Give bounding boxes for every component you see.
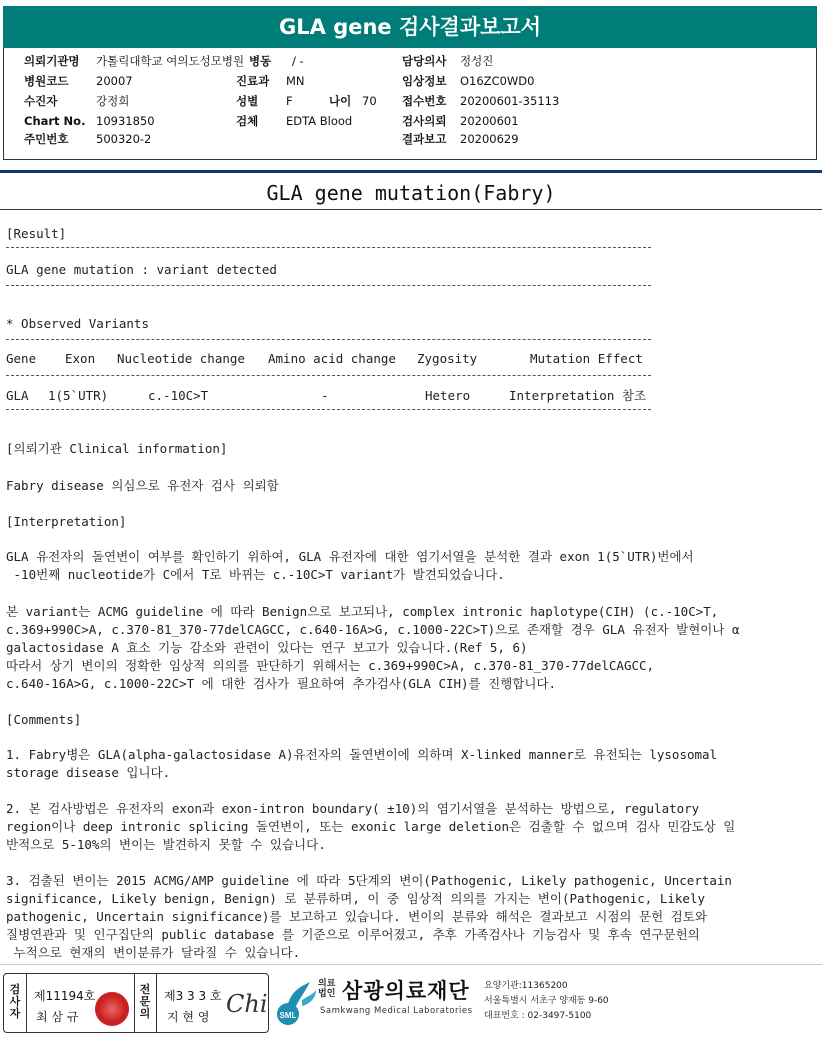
age-label: 나이	[329, 94, 352, 108]
specialist-label: 전문의	[139, 983, 151, 1020]
footer-divider	[0, 964, 822, 965]
table-cell-exon: 1(5`UTR)	[48, 388, 109, 403]
table-cell-amino-acid: -	[321, 388, 329, 403]
specialist-license: 제3 3 3 호	[164, 989, 222, 1003]
id-label: 주민번호	[24, 132, 69, 146]
clinical-text: Fabry disease 의심으로 유전자 검사 의뢰함	[6, 478, 279, 493]
doctor-value: 정성진	[460, 54, 494, 68]
sml-logo-icon	[272, 978, 318, 1026]
specialist-name: 지 현 영	[167, 1010, 210, 1024]
clinical-value: O16ZC0WD0	[460, 74, 535, 88]
doctor-label: 담당의사	[402, 54, 447, 68]
examiner-name: 최 삼 규	[36, 1010, 79, 1024]
sex-value: F	[286, 94, 293, 108]
comment-2: 2. 본 검사방법은 유전자의 exon과 exon-intron boundary( ±10)의 염기서열을 분석하는 방법으로, regulatory region이나 deep intronic splicing 돌연변이, 또는 exonic large deletion은 검출할 수 없으며 검사 민감도상 일 반적으로 5-10%의 변이는 발견하지 못할 수 있습니다.	[6, 801, 736, 852]
patient-info-header	[3, 48, 817, 160]
interpretation-paragraph-1: GLA 유전자의 돌연변이 여부를 확인하기 위하여, GLA 유전자에 대한 염기서열을 분석한 결과 exon 1(5`UTR)번에서 -10번째 nucleotide가 C에서 T로 바뀌는 c.-10C>T variant가 발견되었습니다.	[6, 549, 694, 582]
report-value: 20200629	[460, 132, 519, 146]
table-header-gene: Gene	[6, 351, 37, 366]
hospital-label: 의뢰기관명	[24, 54, 80, 68]
table-header-zygosity: Zygosity	[417, 351, 478, 366]
dash-rule	[6, 375, 651, 376]
report-title: GLA gene 검사결과보고서	[3, 6, 817, 48]
table-cell-nucleotide: c.-10C>T	[148, 388, 209, 403]
table-header-exon: Exon	[65, 351, 96, 366]
dept-value: MN	[286, 74, 305, 88]
code-label: 병원코드	[24, 74, 69, 88]
result-heading: [Result]	[6, 226, 67, 241]
signature-icon: Chi	[226, 990, 268, 1018]
section-divider	[0, 170, 822, 173]
patient-label: 수진자	[24, 94, 58, 108]
divider	[156, 974, 157, 1032]
comments-heading: [Comments]	[6, 712, 82, 727]
org-info	[484, 979, 609, 1024]
table-cell-gene: GLA	[6, 388, 29, 403]
receipt-value: 20200601-35113	[460, 94, 560, 108]
org-prefix: 의료 법인	[318, 979, 336, 999]
specimen-label: 검체	[236, 114, 259, 128]
table-header-nucleotide: Nucleotide change	[117, 351, 245, 366]
code-value: 20007	[96, 74, 133, 88]
ward-value: / -	[292, 54, 304, 68]
divider	[26, 974, 27, 1032]
official-seal-icon	[95, 992, 129, 1026]
table-header-effect: Mutation Effect	[530, 351, 643, 366]
org-name: 삼광의료재단	[342, 979, 470, 1003]
dash-rule	[6, 285, 651, 286]
examiner-label: 검사자	[9, 983, 21, 1020]
sex-label: 성별	[236, 94, 259, 108]
clinical-heading: [의뢰기관 Clinical information]	[6, 441, 228, 456]
signature-box	[3, 973, 269, 1033]
request-label: 검사의뢰	[402, 114, 447, 128]
org-address: 서울특별시 서초구 양재동 9-60	[484, 996, 609, 1006]
org-phone: 대표번호 : 02-3497-5100	[484, 1011, 592, 1021]
hospital-value: 가톨릭대학교 여의도성모병원	[96, 54, 245, 68]
logo-text: SML	[279, 1011, 297, 1020]
ward-label: 병동	[249, 54, 272, 68]
table-cell-effect: Interpretation 참조	[509, 388, 647, 403]
interpretation-heading: [Interpretation]	[6, 514, 127, 529]
divider	[134, 974, 135, 1032]
age-value: 70	[362, 94, 377, 108]
examiner-license: 제11194호	[34, 989, 96, 1003]
dash-rule	[6, 339, 651, 340]
request-value: 20200601	[460, 114, 519, 128]
org-code: 요양기관:11365200	[484, 981, 568, 991]
org-english: Samkwang Medical Laboratories	[320, 1006, 473, 1016]
observed-variants-heading: * Observed Variants	[6, 316, 149, 331]
section-title: GLA gene mutation(Fabry)	[266, 181, 556, 205]
dept-label: 진료과	[236, 74, 270, 88]
result-summary: GLA gene mutation : variant detected	[6, 262, 277, 277]
patient-value: 강정희	[96, 94, 130, 108]
section-title-rule	[0, 209, 822, 210]
dash-rule	[6, 247, 651, 248]
receipt-label: 접수번호	[402, 94, 447, 108]
specimen-value: EDTA Blood	[286, 114, 353, 128]
comment-3: 3. 검출된 변이는 2015 ACMG/AMP guideline 에 따라 5단계의 변이(Pathogenic, Likely pathogenic, Uncertain significance, Likely benign, Benign) 로 분류하며, 이 중 임상적 의의를 가지는 변이(Pathogenic, Likely pathogenic, Uncertain significance)를 보고하고 있습니다. 변이의 분류와 해석은 결과보고 시점의 문헌 검토와 질병연관과 및 인구집단의 public database 를 기준으로 이루어졌고, 추후 가족검사나 기능검사 및 후속 연구문헌의 누적으로 현재의 변이분류가 달라질 수 있습니다.	[6, 873, 732, 960]
chart-value: 10931850	[96, 114, 155, 128]
comment-1: 1. Fabry병은 GLA(alpha-galactosidase A)유전자의 돌연변이에 의하며 X-linked manner로 유전되는 lysosomal storage disease 입니다.	[6, 747, 718, 780]
dash-rule	[6, 409, 651, 410]
id-value: 500320-2	[96, 132, 152, 146]
chart-label: Chart No.	[24, 114, 86, 128]
table-header-amino-acid: Amino acid change	[268, 351, 396, 366]
report-label: 결과보고	[402, 132, 447, 146]
interpretation-paragraph-2: 본 variant는 ACMG guideline 에 따라 Benign으로 보고되나, complex intronic haplotype(CIH) (c.-10C>T, c.369+990C>A, c.370-81_370-77delCAGCC, c.640-16A>G, c.1000-22C>T)으로 존재할 경우 GLA 유전자 발현이나 α galactosidase A 효소 기능 감소와 관련이 있다는 연구 보고가 있습니다.(Ref 5, 6) 따라서 상기 변이의 정확한 임상적 의의를 판단하기 위해서는 c.369+990C>A, c.370-81_370-77delCAGCC, c.640-16A>G, c.1000-22C>T 에 대한 검사가 필요하여 추가검사(GLA CIH)를 진행합니다.	[6, 604, 740, 691]
table-cell-zygosity: Hetero	[425, 388, 471, 403]
clinical-label: 임상정보	[402, 74, 447, 88]
